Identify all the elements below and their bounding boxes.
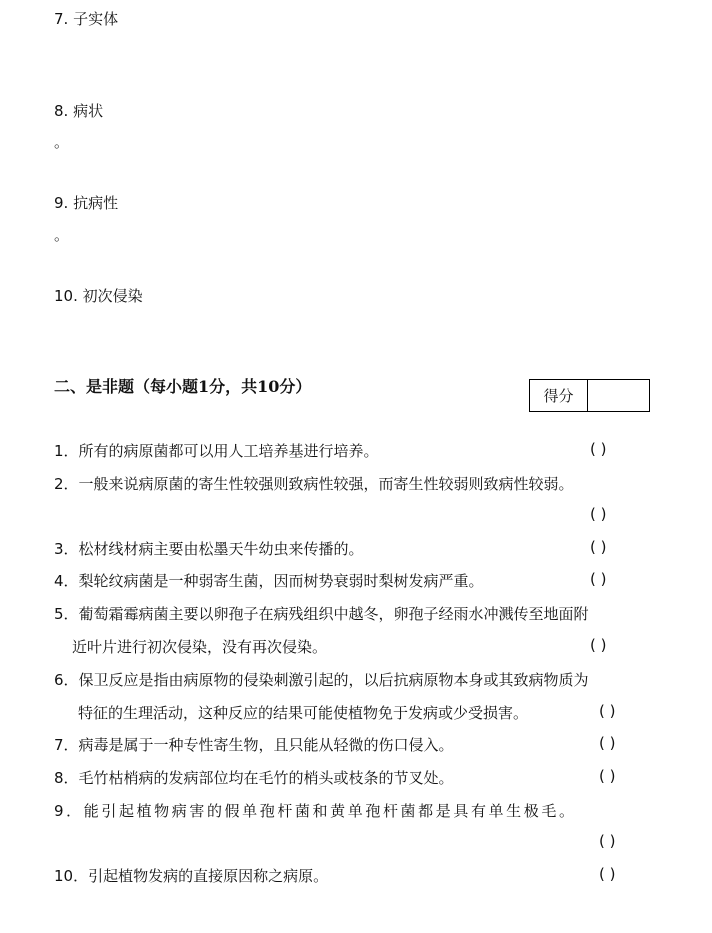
score-label: 得分 <box>530 380 588 411</box>
definition-number: 10. <box>54 287 78 305</box>
definition-term: 抗病性 <box>73 194 119 212</box>
question-number: 3． <box>54 540 79 558</box>
answer-period: 。 <box>54 226 70 244</box>
question-number: 2． <box>54 475 79 493</box>
definition-number: 7. <box>54 10 69 28</box>
question-6 <box>54 669 589 690</box>
answer-blank[interactable]: ( ) <box>599 767 616 785</box>
question-number: 4． <box>54 572 79 590</box>
answer-blank[interactable]: ( ) <box>590 440 607 458</box>
question-number: 10． <box>54 867 89 885</box>
answer-blank[interactable]: ( ) <box>590 538 607 556</box>
question-text: 一般来说病原菌的寄生性较强则致病性较强，而寄生性较弱则致病性较弱。 <box>78 475 574 493</box>
question-text: 所有的病原菌都可以用人工培养基进行培养。 <box>78 442 379 460</box>
question-number: 5． <box>54 605 79 623</box>
definition-term: 初次侵染 <box>82 287 143 305</box>
question-10 <box>54 865 328 886</box>
definition-10 <box>54 285 143 306</box>
answer-period: 。 <box>54 133 70 151</box>
question-3 <box>54 538 364 559</box>
definition-term: 病状 <box>73 102 104 120</box>
question-text: 梨轮纹病菌是一种弱寄生菌，因而树势衰弱时梨树发病严重。 <box>78 572 484 590</box>
section-title: 二、是非题（每小题1分，共10分） <box>54 377 312 396</box>
question-1 <box>54 440 379 461</box>
question-8 <box>54 767 454 788</box>
question-number: 6． <box>54 671 79 689</box>
question-text: 能引起植物病害的假单孢杆菌和黄单孢杆菌都是具有单生极毛。 <box>83 802 577 820</box>
definition-term: 子实体 <box>73 10 119 28</box>
question-number: 7． <box>54 736 79 754</box>
question-7 <box>54 734 454 755</box>
definition-9 <box>54 192 118 213</box>
question-number: 8． <box>54 769 79 787</box>
score-input[interactable] <box>588 380 649 411</box>
question-text: 毛竹枯梢病的发病部位均在毛竹的梢头或枝条的节叉处。 <box>78 769 454 787</box>
question-text: 引起植物发病的直接原因称之病原。 <box>88 867 329 885</box>
question-5 <box>54 603 589 624</box>
question-5-continued: 近叶片进行初次侵染，没有再次侵染。 <box>72 638 328 656</box>
question-2 <box>54 473 574 494</box>
answer-blank[interactable]: ( ) <box>599 865 616 883</box>
question-text: 松材线材病主要由松墨天牛幼虫来传播的。 <box>78 540 364 558</box>
definition-8 <box>54 100 103 121</box>
answer-blank[interactable]: ( ) <box>590 636 607 654</box>
question-9 <box>54 800 577 821</box>
question-text: 病毒是属于一种专性寄生物，且只能从轻微的伤口侵入。 <box>78 736 454 754</box>
definition-number: 9. <box>54 194 69 212</box>
answer-blank[interactable]: ( ) <box>590 505 607 523</box>
answer-blank[interactable]: ( ) <box>599 734 616 752</box>
question-number: 1． <box>54 442 79 460</box>
answer-blank[interactable]: ( ) <box>599 702 616 720</box>
answer-blank[interactable]: ( ) <box>599 832 616 850</box>
answer-blank[interactable]: ( ) <box>590 570 607 588</box>
score-box <box>529 379 650 412</box>
question-4 <box>54 570 484 591</box>
question-number: 9． <box>54 802 84 820</box>
definition-number: 8. <box>54 102 69 120</box>
question-text: 保卫反应是指由病原物的侵染刺激引起的，以后抗病原物本身或其致病物质为 <box>78 671 589 689</box>
question-6-continued: 特征的生理活动，这种反应的结果可能使植物免于发病或少受损害。 <box>78 704 529 722</box>
question-text: 葡萄霜霉病菌主要以卵孢子在病残组织中越冬，卵孢子经雨水冲溅传至地面附 <box>78 605 589 623</box>
definition-7 <box>54 8 118 29</box>
